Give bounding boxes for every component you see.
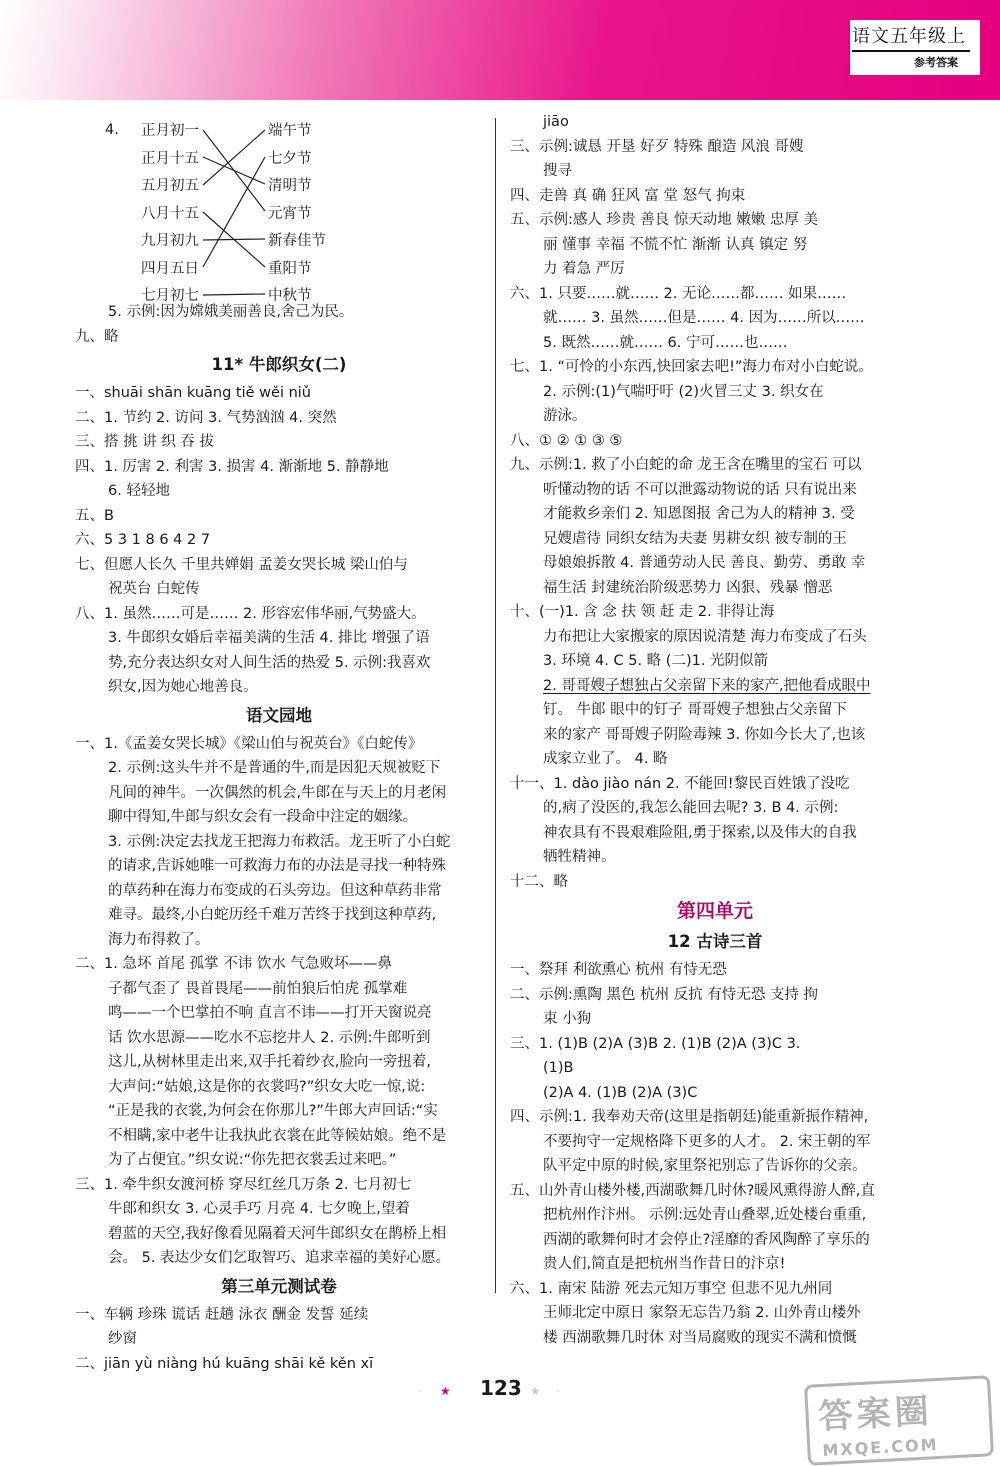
answer-line: (2)A 4. (1)B (2)A (3)C	[543, 1084, 698, 1101]
answer-line: 难寻。最终,小白蛇历经千难万苦终于找到这种草药,	[108, 907, 437, 923]
section-heading: 11* 牛郎织女(二)	[211, 355, 347, 374]
watermark-logo	[804, 1375, 994, 1466]
answer-line: 福生活 封建统治阶级恶势力 凶狠、残暴 憎恶	[543, 579, 833, 596]
answer-line: 九、略	[75, 328, 119, 345]
answer-line: 为了占便宜。”织女说:“你先把衣裳丢过来吧。”	[108, 1152, 397, 1168]
answer-line: 碧蓝的天空,我好像看见隔着天河牛郎织女在鹊桥上相	[108, 1225, 447, 1242]
header-subtitle: 参考答案	[914, 56, 958, 69]
match-right-item: 元宵节	[268, 205, 312, 222]
match-left-item: 五月初五	[141, 178, 199, 194]
answer-line: 6. 轻轻地	[108, 483, 170, 499]
answer-line: 三、搭 挑 讲 织 吞 拔	[75, 434, 215, 450]
page-number: 123	[480, 1376, 522, 1400]
answer-line: 听懂动物的话 不可以泄露动物说的话 只有说出来	[543, 481, 857, 498]
answer-line: 纱窗	[108, 1331, 137, 1347]
star-icon: ·	[418, 1384, 422, 1398]
answer-line: 王师北定中原日 家祭无忘告乃翁 2. 山外青山楼外	[543, 1305, 861, 1321]
match-left-item: 九月初九	[141, 233, 199, 249]
left-column	[75, 110, 483, 1376]
match-line	[203, 130, 265, 185]
match-right-item: 新春佳节	[268, 233, 326, 249]
answer-line: 2. 哥哥嫂子想独占父亲留下来的家产,把他看成眼中	[543, 677, 871, 694]
match-left-item: 正月十五	[141, 150, 199, 167]
answer-line: 二、jiān yù niàng hú kuāng shāi kě kěn xī	[75, 1355, 374, 1372]
answer-line: 西湖的歌舞何时才会停止?淫靡的香风陶醉了享乐的	[543, 1231, 870, 1248]
match-left-item: 八月十五	[141, 205, 199, 222]
answer-line: 的请求,告诉她唯一可救海力布的办法是寻找一种特殊	[108, 858, 447, 874]
match-left-item: 正月初一	[141, 123, 199, 139]
answer-line: “正是我的衣裳,为何会在你那儿?”牛郎大声回话:“实	[108, 1103, 438, 1119]
section-heading: 第三单元测试卷	[221, 1276, 337, 1296]
answer-line: 母娘娘拆散 4. 普通劳动人民 善良、勤劳、勇敢 幸	[543, 555, 866, 571]
header-title: 语文五年级上	[852, 26, 966, 47]
answer-line: 贵人们,简直是把杭州当作昔日的汴京!	[543, 1256, 786, 1272]
answer-line: 三、示例:诚恳 开垦 好歹 特殊 酿造 风浪 哥嫂	[510, 138, 804, 155]
star-icon: ★	[440, 1384, 451, 1398]
header-rule	[852, 50, 970, 52]
answer-line: 织女,因为她心地善良。	[108, 679, 258, 695]
answer-line: 才能救乡亲们 2. 知恩图报 舍己为人的精神 3. 受	[543, 506, 855, 522]
answer-line: 丽 懂事 幸福 不慌不忙 渐渐 认真 镇定 努	[543, 236, 808, 253]
answer-line: 5. 既然……就…… 6. 宁可……也……	[543, 334, 788, 351]
match-left-item: 四月五日	[141, 260, 199, 277]
match-right-item: 端午节	[268, 123, 312, 139]
match-number: 4.	[105, 122, 119, 138]
answer-line: jiāo	[543, 114, 569, 130]
answer-line: 二、1. 节约 2. 访问 3. 气势汹汹 4. 突然	[75, 409, 337, 426]
answer-line: 把杭州作汴州。 示例:远处青山叠翠,近处楼台重重,	[543, 1207, 867, 1223]
answer-line: 一、车辆 珍珠 谎话 赶趟 泳衣 酬金 发誓 延续	[75, 1306, 369, 1323]
answer-line: 四、示例:1. 我奉劝天帝(这里是指朝廷)能重新振作精神,	[510, 1109, 869, 1125]
answer-line: 兄嫂虐待 同织女结为夫妻 男耕女织 被专制的王	[543, 530, 847, 547]
answer-line: 楼 西湖歌舞几时休 对当局腐败的现实不满和愤慨	[543, 1329, 857, 1346]
answer-line: 三、1. (1)B (2)A (3)B 2. (1)B (2)A (3)C 3.	[510, 1035, 801, 1052]
answer-line: 成家立业了。 4. 略	[543, 751, 668, 767]
answer-line: 七、但愿人长久 千里共婵娟 孟姜女哭长城 梁山伯与	[75, 556, 408, 573]
answer-line: 二、示例:熏陶 黑色 杭州 反抗 有恃无恐 支持 拘	[510, 986, 819, 1003]
answer-line: 六、5 3 1 8 6 4 2 7	[75, 532, 211, 548]
answer-line: 队平定中原的时候,家里祭祀别忘了告诉你的父亲。	[543, 1158, 867, 1174]
matching-exercise	[75, 110, 483, 304]
unit-heading: 第四单元	[676, 900, 753, 922]
answer-line: 束 小狗	[543, 1011, 592, 1027]
answer-line: 就…… 3. 虽然……但是…… 4. 因为……所以……	[543, 310, 865, 326]
answer-line: 七、1. “可怜的小东西,快回家去吧!”海力布对小白蛇说。	[510, 359, 873, 375]
star-icon: ·	[556, 1384, 560, 1398]
answer-line: 鸣——一个巴掌拍不响 直言不讳——打开天窗说亮	[108, 1005, 432, 1021]
match-right-item: 重阳节	[268, 260, 312, 277]
star-icon: ★	[530, 1384, 541, 1398]
match-line	[203, 157, 265, 267]
answer-line: 十一、1. dào jiào nán 2. 不能回!黎民百姓饿了没吃	[510, 775, 850, 792]
answer-line: 八、① ② ① ③ ⑤	[510, 432, 623, 449]
answer-line: 四、走兽 真 确 狂风 富 堂 怒气 拘束	[510, 187, 746, 204]
answer-line: 五、B	[75, 507, 114, 524]
answer-line: 牺牲精神。	[543, 849, 616, 865]
answer-line: 神农具有不畏艰难险阻,勇于探索,以及伟大的自我	[543, 824, 857, 841]
answer-line: 不要拘守一定规格降下更多的人才。 2. 宋王朝的军	[543, 1133, 871, 1150]
answer-line: 搜寻	[543, 163, 572, 179]
answer-line: 2. 示例:这头牛并不是普通的牛,而是因犯天规被贬下	[108, 760, 441, 776]
answer-line: 牛郎和织女 3. 心灵手巧 月亮 4. 七夕晚上,望着	[108, 1201, 410, 1217]
answer-line: 二、1. 急坏 首尾 孤掌 不讳 饮水 气急败坏——鼻	[75, 956, 392, 972]
answer-line: 一、祭拜 利欲熏心 杭州 有恃无恐	[510, 962, 727, 978]
answer-line: 五、示例:感人 珍贵 善良 惊天动地 嫩嫩 忠厚 美	[510, 212, 819, 228]
answer-line: 不相瞒,家中老牛让我执此衣裳在此等候姑娘。绝不是	[108, 1127, 447, 1144]
answer-line: 3. 示例:决定去找龙王把海力布救活。龙王听了小白蛇	[108, 833, 451, 850]
answer-line: 大声问:“姑娘,这是你的衣裳吗?”织女大吃一惊,说:	[108, 1078, 426, 1095]
answer-line: 的,病了没医的,我怎么能回去呢? 3. B 4. 示例:	[543, 800, 839, 816]
answer-line: 话 饮水思源——吃水不忘挖井人 2. 示例:牛郎听到	[108, 1029, 431, 1046]
answer-line: 会。 5. 表达少女们乞取智巧、追求幸福的美好心愿。	[108, 1250, 451, 1266]
answer-line: 八、1. 虽然……可是…… 2. 形容宏伟华丽,气势盛大。	[75, 605, 426, 622]
match-right-item: 中秋节	[268, 288, 312, 304]
answer-line: 子都气歪了 畏首畏尾——前怕狼后怕虎 孤掌难	[108, 980, 408, 997]
answer-line: 力布把让大家搬家的原因说清楚 海力布变成了石头	[543, 628, 867, 645]
watermark-url: MXQE.COM	[821, 1434, 939, 1461]
watermark-text: 答案圈	[817, 1391, 934, 1438]
match-left-item: 七月初七	[141, 288, 199, 304]
answer-line: 这儿,从树林里走出来,双手托着纱衣,脸向一旁扭着,	[108, 1054, 431, 1070]
match-right-item: 清明节	[268, 178, 312, 194]
answer-line: 势,充分表达织女对人间生活的热爱 5. 示例:我喜欢	[108, 654, 431, 671]
answer-line: 三、1. 牵牛织女渡河桥 穿尽红丝几万条 2. 七月初七	[75, 1176, 412, 1193]
match-connector-lines	[75, 110, 375, 310]
column-divider	[495, 118, 496, 1293]
answer-line: 五、山外青山楼外楼,西湖歌舞几时休?暖风熏得游人醉,直	[510, 1182, 875, 1199]
answer-line: 一、1.《孟姜女哭长城》《梁山伯与祝英台》《白蛇传》	[75, 735, 423, 752]
answer-line: 的草药种在海力布变成的石头旁边。但这种草药非常	[108, 882, 442, 899]
answer-line: 六、1. 只要……就…… 2. 无论……都…… 如果……	[510, 285, 847, 302]
answer-line: 十、(一)1. 含 念 扶 领 赶 走 2. 非得让海	[510, 604, 775, 620]
match-line	[203, 294, 265, 295]
answer-line: 十二、略	[510, 873, 568, 890]
answer-line: 3. 环境 4. C 5. 略 (二)1. 光阴似箭	[543, 653, 769, 669]
answer-line: 祝英台 白蛇传	[108, 581, 200, 597]
answer-line: 5. 示例:因为嫦娥美丽善良,舍己为民。	[108, 304, 354, 320]
answer-line: 海力布得救了。	[108, 931, 210, 948]
answer-line: 钉。 牛郎 眼中的钉子 哥哥嫂子想独占父亲留下	[543, 702, 847, 718]
answer-line: 六、1. 南宋 陆游 死去元知万事空 但悲不见九州同	[510, 1280, 833, 1297]
section-heading: 语文园地	[246, 705, 312, 725]
answer-line: 九、示例:1. 救了小白蛇的命 龙王含在嘴里的宝石 可以	[510, 457, 862, 473]
answer-line: 四、1. 厉害 2. 利害 3. 损害 4. 渐渐地 5. 静静地	[75, 458, 389, 475]
answer-line: 2. 示例:(1)气喘吁吁 (2)火冒三丈 3. 织女在	[543, 383, 824, 400]
answer-line: (1)B	[543, 1060, 574, 1076]
answer-line: 一、shuāi shān kuāng tiě wěi niǔ	[75, 385, 311, 401]
match-line	[203, 239, 265, 240]
answer-line: 游泳。	[543, 408, 587, 424]
answer-line: 来的家产 哥哥嫂子阴险毒辣 3. 你如今长大了,也该	[543, 726, 866, 743]
answer-line: 聊中得知,牛郎与织女会有一段命中注定的姻缘。	[108, 809, 418, 825]
answer-line: 3. 牛郎织女婚后幸福美满的生活 4. 排比 增强了语	[108, 630, 430, 646]
answer-line: 力 着急 严厉	[543, 261, 625, 277]
right-column	[510, 110, 920, 1350]
match-line	[203, 157, 265, 184]
section-heading: 12 古诗三首	[667, 932, 763, 951]
match-right-item: 七夕节	[268, 150, 312, 167]
answer-line: 凡间的神牛。一次偶然的机会,牛郎在与天上的月老闲	[108, 784, 447, 801]
